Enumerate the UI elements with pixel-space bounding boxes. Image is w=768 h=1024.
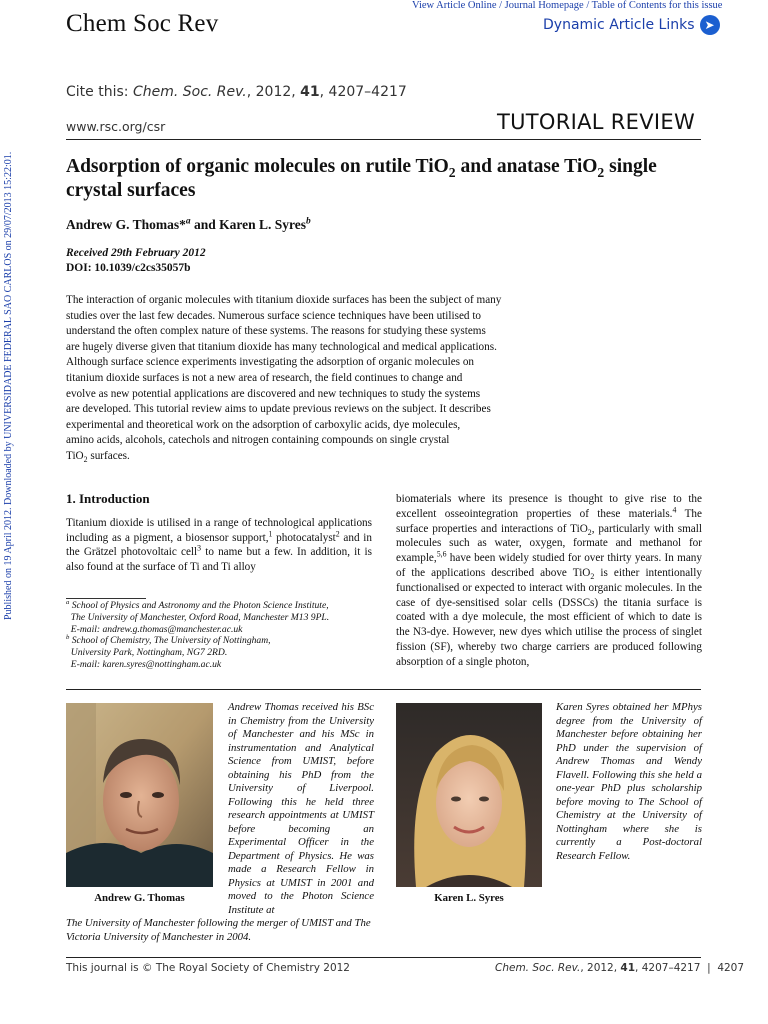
abstract-line: TiO$_2$ surfaces.: [66, 449, 130, 465]
abstract-line: experimental and theoretical work on the adsorption of carboxylic acids, dye molecules,: [66, 418, 461, 431]
abstract-line: are developed. This tutorial review aims to update previous reviews on the subject. It describes: [66, 403, 491, 416]
download-watermark: Published on 19 April 2012. Downloaded by UNIVERSIDADE FEDERAL SAO CARLOS on 29/07/2013 15:22:01.: [3, 151, 14, 620]
section-heading-introduction: 1. Introduction: [66, 491, 150, 506]
photo-caption-thomas: Andrew G. Thomas: [94, 892, 185, 904]
header-divider: [66, 139, 701, 140]
abstract-line: The interaction of organic molecules with titanium dioxide surfaces has been the subject of many: [66, 294, 502, 306]
footer-volume: 41: [620, 962, 636, 974]
dynamic-article-links[interactable]: [543, 15, 720, 35]
abstract-line: Although surface science experiments investigating the adsorption of organic molecules on: [66, 356, 475, 369]
doi[interactable]: DOI: 10.1039/c2cs35057b: [66, 262, 191, 274]
abstract-line: amino acids, alcohols, catechols and nitrogen containing compounds on single crystal: [66, 434, 450, 447]
abstract-line: evolve as new potential applications are discovered and new techniques to study the systems: [66, 387, 481, 400]
citation-line: [66, 84, 407, 100]
footer-citation: Chem. Soc. Rev., 2012, 41, 4207–4217 | 4207: [495, 962, 745, 974]
dynamic-links-label[interactable]: Dynamic Article Links: [543, 17, 695, 33]
bio-thomas-continued: The University of Manchester following the merger of UMIST and The Victoria University of Manchester in 2004.: [66, 917, 371, 943]
photo-caption-syres: Karen L. Syres: [434, 892, 504, 904]
footer-copyright: This journal is © The Royal Society of Chemistry 2012: [66, 962, 350, 974]
author-photo-thomas: [66, 703, 213, 887]
abstract: [66, 293, 566, 465]
cite-journal: Chem. Soc. Rev.: [132, 84, 247, 100]
journal-url[interactable]: www.rsc.org/csr: [66, 119, 166, 134]
affiliation-divider: [66, 598, 146, 599]
body-column-left: Titanium dioxide is utilised in a range of technological applications including as a pigment, a biosensor support,$^1$ photocatalyst$^2$ and in the Grätzel photovoltaic cell$^3$ to name but a few. In addition, it is also found at the surface of Ti and Ti alloy: [66, 517, 373, 573]
abstract-line: understand the often complex nature of these systems. The reasons for studying these systems: [66, 325, 486, 338]
body-column-right: biomaterials where its presence is thought to give rise to the excellent osseointegration properties of these materials.$^4$ The surface properties and interactions of TiO$_2$, particularly with small molecules such as water, oxygen, formate and methanol for example,$^{5,6}$ have been widely studied for over thirty years. In many of the applications described above TiO$_2$ is either intentionally functionalised or expected to interact with organic molecules. In the case of dye-sensitised solar cells (DSSCs) the titania surface is coated with a dye molecule, the most efficient of which to date is the N3-dye. However, new dyes which utilise the process of singlet fission (SF), whereby two charge carriers are produced following absorption of a single photon,: [396, 493, 702, 668]
arrow-right-icon[interactable]: ➤: [700, 15, 720, 35]
author-list: Andrew G. Thomas*$^a$ and Karen L. Syres$^b$: [66, 216, 311, 232]
cite-pages: , 4207–4217: [319, 84, 407, 100]
abstract-line: are hugely diverse given that titanium dioxide has many technological and medical applications.: [66, 340, 497, 353]
author-photo-syres: [396, 703, 542, 887]
bio-syres: Karen Syres obtained her MPhys degree from the University of Manchester before obtaining her PhD under the supervision of Andrew Thomas and Wendy Flavell. Following this she held a one-year PhD plus scholarship before moving to The School of Chemistry at the University of Nottingham where she is currently a Post-doctoral Research Fellow.: [556, 701, 702, 862]
footer-journal: Chem. Soc. Rev.: [495, 962, 581, 974]
footer-year: , 2012,: [580, 962, 621, 974]
cite-year: , 2012,: [246, 84, 301, 100]
cite-prefix: Cite this:: [66, 84, 133, 100]
top-links[interactable]: View Article Online / Journal Homepage / Table of Contents for this issue: [412, 0, 723, 11]
journal-title: Chem Soc Rev: [66, 10, 219, 37]
article-type-label: TUTORIAL REVIEW: [497, 110, 696, 134]
abstract-line: titanium dioxide surfaces is not a new area of research, the field continues to change and: [66, 371, 463, 384]
affiliations: $^a$ School of Physics and Astronomy and the Photon Science Institute, The University of Manchester, Oxford Road, Manchester M13 9PL. E-mail: andrew.g.thomas@manchester.ac.uk $^b$ School of Chemistry, The University of Nottingham, University Park, Nottingham, NG7 2RD. E-mail: karen.syres@nottingham.ac.uk: [66, 598, 330, 670]
paper-title: Adsorption of organic molecules on rutile TiO$_2$ and anatase TiO$_2$ single crystal surfaces: [66, 156, 657, 201]
received-date: Received 29th February 2012: [66, 247, 206, 259]
bio-thomas: Andrew Thomas received his BSc in Chemistry from the University of Manchester and his MSc in instrumentation and Analytical Science from UMIST, before obtaining his PhD from the University of Liverpool. Following this he held three research appointments at UMIST before becoming an Experimental Officer in the Department of Physics. He was made a Research Fellow in Physics at UMIST in 2001 and moved to the Photon Science Institute at: [228, 701, 374, 916]
footer-pages: , 4207–4217: [635, 962, 701, 974]
abstract-line: studies over the last few decades. Numerous surface science techniques have been utilised to: [66, 309, 482, 322]
cite-volume: 41: [300, 84, 320, 100]
bio-divider: [66, 689, 701, 690]
footer-divider: [66, 957, 701, 958]
page-number: 4207: [717, 962, 745, 974]
